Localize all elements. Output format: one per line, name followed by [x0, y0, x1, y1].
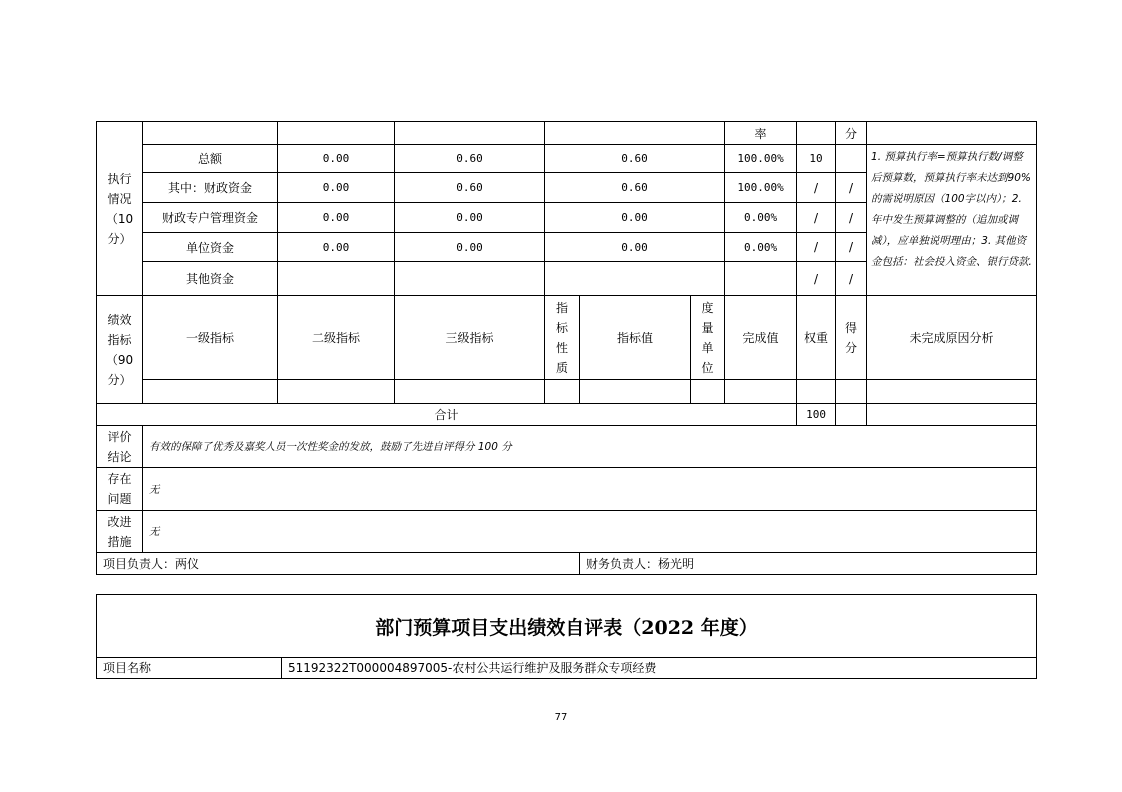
exec-row-score: /	[836, 262, 867, 296]
second-table	[96, 594, 1037, 679]
exec-row-value: 0.60	[395, 173, 545, 203]
exec-row-weight: /	[797, 233, 836, 262]
perf-header-level3: 三级指标	[395, 296, 545, 380]
blank-cell	[836, 380, 867, 404]
exec-row-rate	[725, 262, 797, 296]
exec-row-weight: 10	[797, 145, 836, 173]
exec-row-value: 0.00	[545, 203, 725, 233]
problems-text: 无	[143, 468, 1037, 511]
exec-row-value	[278, 262, 395, 296]
exec-row-weight: /	[797, 203, 836, 233]
exec-row-value: 0.00	[395, 233, 545, 262]
page-number: 77	[554, 712, 568, 723]
blank-cell	[797, 380, 836, 404]
perf-header-reason: 未完成原因分析	[867, 296, 1037, 380]
exec-row-rate: 0.00%	[725, 233, 797, 262]
blank-cell	[545, 122, 725, 145]
exec-row-name: 其中：财政资金	[143, 173, 278, 203]
perf-header-weight: 权重	[797, 296, 836, 380]
blank-cell	[580, 380, 691, 404]
exec-note: 1. 预算执行率=预算执行数/调整后预算数，预算执行率未达到90%的需说明原因（100字以内）；2. 年中发生预算调整的（追加或调减），应单独说明理由；3. 其他资金包括：社会投入资金、银行贷款.	[867, 145, 1037, 296]
blank-cell	[867, 122, 1037, 145]
blank-cell	[797, 122, 836, 145]
exec-row-score: /	[836, 203, 867, 233]
improvements-text: 无	[143, 511, 1037, 553]
blank-cell	[395, 380, 545, 404]
second-title: 部门预算项目支出绩效自评表（2022 年度）	[97, 595, 1037, 658]
exec-row-value: 0.00	[395, 203, 545, 233]
total-score	[836, 404, 867, 426]
perf-header-completed: 完成值	[725, 296, 797, 380]
total-label: 合计	[97, 404, 797, 426]
exec-row-name: 财政专户管理资金	[143, 203, 278, 233]
exec-row-name: 总额	[143, 145, 278, 173]
project-name-value: 51192322T000004897005-农村公共运行维护及服务群众专项经费	[282, 658, 1037, 679]
exec-row-weight: /	[797, 173, 836, 203]
perf-header-nature: 指 标 性 质	[545, 296, 580, 380]
perf-header-level1: 一级指标	[143, 296, 278, 380]
problems-label: 存在 问题	[97, 468, 143, 511]
blank-cell	[395, 122, 545, 145]
exec-row-value: 0.00	[278, 173, 395, 203]
perf-header-value: 指标值	[580, 296, 691, 380]
perf-header-level2: 二级指标	[278, 296, 395, 380]
exec-rate-header: 率	[725, 122, 797, 145]
finance-lead: 财务负责人：杨光明	[580, 553, 1037, 575]
evaluation-label: 评价 结论	[97, 426, 143, 468]
project-lead: 项目负责人：两仪	[97, 553, 580, 575]
exec-row-value: 0.00	[278, 145, 395, 173]
exec-row-rate: 100.00%	[725, 173, 797, 203]
evaluation-text: 有效的保障了优秀及嘉奖人员一次性奖金的发放，鼓励了先进自评得分 100 分	[143, 426, 1037, 468]
exec-points-header: 分	[836, 122, 867, 145]
blank-cell	[691, 380, 725, 404]
project-name-label: 项目名称	[97, 658, 282, 679]
exec-row-value	[545, 262, 725, 296]
perf-header-score: 得 分	[836, 296, 867, 380]
perf-label: 绩效 指标 （90 分）	[97, 296, 143, 404]
exec-row-score	[836, 145, 867, 173]
exec-row-weight: /	[797, 262, 836, 296]
exec-row-value: 0.00	[278, 203, 395, 233]
total-reason	[867, 404, 1037, 426]
exec-label: 执行 情况 （10 分）	[97, 122, 143, 296]
exec-row-score: /	[836, 173, 867, 203]
exec-row-value: 0.00	[545, 233, 725, 262]
evaluation-table	[96, 121, 1037, 575]
exec-row-value: 0.60	[545, 173, 725, 203]
exec-row-value: 0.60	[545, 145, 725, 173]
blank-cell	[725, 380, 797, 404]
exec-row-name: 单位资金	[143, 233, 278, 262]
exec-row-value: 0.60	[395, 145, 545, 173]
blank-cell	[867, 380, 1037, 404]
blank-cell	[545, 380, 580, 404]
blank-cell	[278, 380, 395, 404]
exec-row-score: /	[836, 233, 867, 262]
exec-row-rate: 0.00%	[725, 203, 797, 233]
improvements-label: 改进 措施	[97, 511, 143, 553]
blank-cell	[143, 122, 278, 145]
blank-cell	[278, 122, 395, 145]
exec-row-rate: 100.00%	[725, 145, 797, 173]
exec-row-value: 0.00	[278, 233, 395, 262]
exec-row-value	[395, 262, 545, 296]
exec-row-name: 其他资金	[143, 262, 278, 296]
total-weight: 100	[797, 404, 836, 426]
perf-header-unit: 度 量 单 位	[691, 296, 725, 380]
blank-cell	[143, 380, 278, 404]
